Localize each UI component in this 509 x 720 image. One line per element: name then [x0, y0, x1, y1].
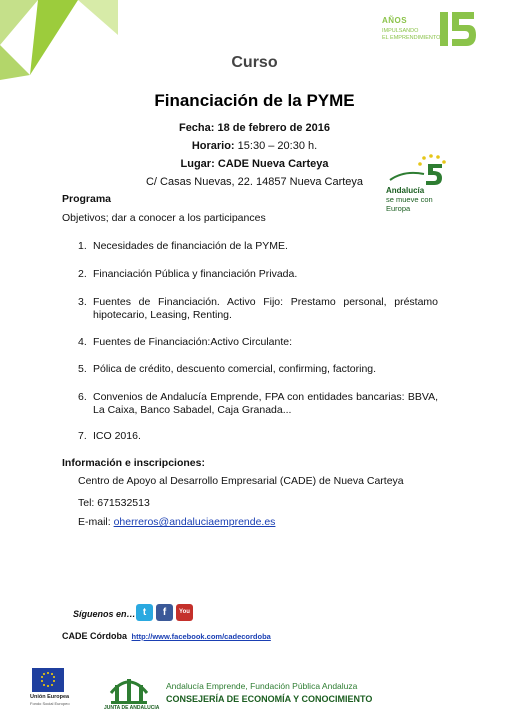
programa-heading: Programa [62, 193, 112, 205]
horario-value: 15:30 – 20:30 h. [237, 140, 318, 152]
lugar-label: Lugar: [180, 158, 215, 170]
item-number: 3. [78, 296, 87, 308]
item-number: 4. [78, 336, 87, 348]
item-text: Convenios de Andalucía Emprende, FPA con entidades bancarias: BBVA, La Caixa, Banco Sabadel, Caja Granada... [93, 391, 438, 416]
andalucia-europa-icon [384, 152, 454, 186]
eu-sub: Fondo Social Europeo [30, 701, 70, 706]
objetivos-text: Objetivos; dar a conocer a los participances [62, 212, 266, 224]
info-email-line [78, 516, 275, 528]
logo-tagline-1: IMPULSANDO [382, 28, 419, 34]
youtube-icon[interactable]: You [176, 604, 193, 621]
item-number: 1. [78, 240, 87, 252]
junta-label: JUNTA DE ANDALUCIA [104, 705, 160, 711]
item-number: 7. [78, 430, 87, 442]
info-center: Centro de Apoyo al Desarrollo Empresarial (CADE) de Nueva Carteya [78, 475, 404, 487]
cade-line [62, 631, 271, 641]
email-link[interactable]: oherreros@andaluciaemprende.es [113, 516, 276, 528]
facebook-icon[interactable]: f [156, 604, 173, 621]
item-text: Pólica de crédito, descuento comercial, confirming, factoring. [93, 363, 377, 375]
address-line: C/ Casas Nuevas, 22. 14857 Nueva Carteya [145, 176, 364, 188]
andalucia-logo-line1: Andalucía [386, 186, 425, 195]
item-text: Fuentes de Financiación. Activo Fijo: Prestamo personal, préstamo hipotecario, Leasing, Renting. [93, 296, 438, 321]
siguenos-label: Síguenos en… [73, 609, 136, 619]
info-heading: Información e inscripciones: [62, 457, 205, 469]
consejeria-line: CONSEJERÍA DE ECONOMÍA Y CONOCIMIENTO [166, 694, 373, 704]
eu-label: Unión Europea [30, 694, 70, 700]
fecha-value: 18 de febrero de 2016 [217, 122, 331, 134]
email-label: E-mail: [78, 516, 114, 528]
andalucia-logo-line2: se mueve con Europa [386, 195, 433, 213]
item-number: 2. [78, 268, 87, 280]
org-line: Andalucía Emprende, Fundación Pública Andaluza [166, 681, 358, 691]
course-title: Financiación de la PYME [154, 91, 355, 110]
item-number: 6. [78, 391, 87, 403]
cade-label: CADE Córdoba [62, 631, 127, 641]
andalucia-europa-logo [384, 152, 454, 213]
cade-facebook-link[interactable]: http://www.facebook.com/cadecordoba [131, 632, 271, 641]
eu-flag-icon [32, 668, 64, 692]
info-tel: Tel: 671532513 [78, 497, 150, 509]
twitter-icon[interactable]: t [136, 604, 153, 621]
item-text: ICO 2016. [93, 430, 141, 442]
fifteen-logo-icon [438, 10, 478, 50]
horario-label: Horario: [191, 140, 235, 152]
item-number: 5. [78, 363, 87, 375]
anniversary-logo [380, 10, 480, 52]
item-text: Financiación Pública y financiación Privada. [93, 268, 298, 280]
item-text: Fuentes de Financiación:Activo Circulante: [93, 336, 293, 348]
horario-line [0, 140, 509, 152]
fecha-line [0, 122, 509, 134]
course-kicker: Curso [231, 54, 278, 71]
lugar-value: CADE Nueva Carteya [217, 158, 329, 170]
logo-tagline-2: EL EMPRENDIMIENTO [382, 35, 441, 41]
logo-anios-text: AÑOS [382, 16, 408, 25]
fecha-label: Fecha: [178, 122, 215, 134]
item-text: Necesidades de financiación de la PYME. [93, 240, 288, 252]
